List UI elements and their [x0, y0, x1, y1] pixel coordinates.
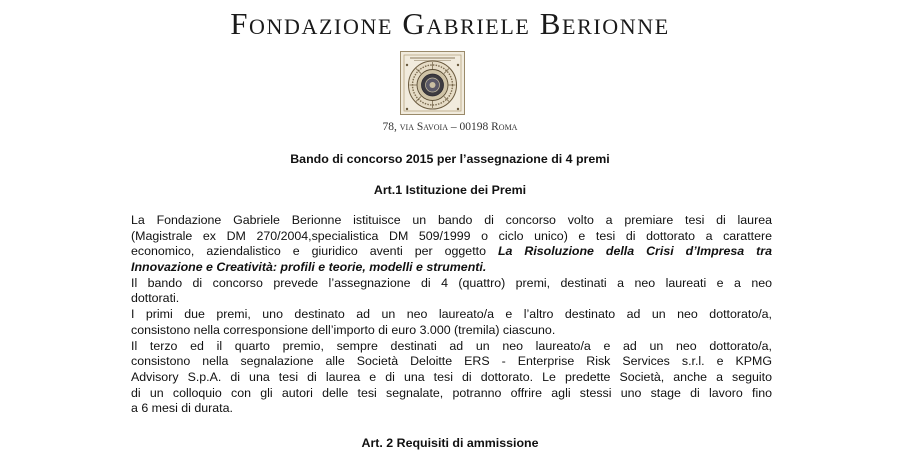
- prize-topic-emphasis: La Risoluzione della Crisi d’Impresa tra: [497, 244, 772, 259]
- paragraph-line: Il terzo ed il quarto premio, sempre destinati ad un neo laureato/a e ad un neo dottorato/a,: [131, 338, 772, 353]
- foundation-title: Fondazione Gabriele Berionne: [230, 6, 670, 41]
- paragraph-text: economico, aziendalistico e giuridico aventi per oggetto: [131, 244, 498, 259]
- paragraph-line: Advisory S.p.A. di una tesi di laurea e di una tesi di dottorato. Le predette Società, anche a seguito: [131, 369, 772, 384]
- paragraph-line: consistono nella segnalazione alle Società Deloitte ERS - Enterprise Risk Services s.r.l. e KPMG: [131, 354, 772, 369]
- foundation-seal: [400, 51, 465, 115]
- article-1-heading: Art.1 Istituzione dei Premi: [373, 183, 527, 197]
- prize-topic-emphasis: Innovazione e Creatività: profili e teorie, modelli e strumenti.: [131, 260, 487, 275]
- paragraph-line: di un colloquio con gli autori delle tesi segnalate, potranno offrire agli stessi uno stage di lavoro fino: [131, 385, 772, 400]
- paragraph-line: (Magistrale ex DM 270/2004,specialistica DM 509/1999 o ciclo unico) e tesi di dottorato a carattere: [131, 228, 772, 243]
- paragraph-line: a 6 mesi di durata.: [131, 401, 233, 416]
- paragraph-line: I primi due premi, uno destinato ad un neo laureato/a e l’altro destinato ad un neo dottorato/a,: [131, 307, 772, 322]
- paragraph-line: La Fondazione Gabriele Berionne istituisce un bando di concorso volto a premiare tesi di laurea: [131, 213, 772, 227]
- paragraph-line: consistono nella corresponsione dell’importo di euro 3.000 (tremila) ciascuno.: [131, 322, 556, 337]
- article-2-heading: Art. 2 Requisiti di ammissione: [361, 436, 539, 450]
- article-1-body: [131, 213, 772, 417]
- paragraph-line: Il bando di concorso prevede l’assegnazione di 4 (quattro) premi, destinati a neo laureati e a neo: [131, 275, 772, 290]
- paragraph-line: dottorati.: [131, 291, 180, 306]
- bando-title: Bando di concorso 2015 per l’assegnazione di 4 premi: [290, 152, 610, 166]
- foundation-address: 78, via Savoia – 00198 Roma: [382, 121, 518, 133]
- paragraph-line: [131, 244, 772, 260]
